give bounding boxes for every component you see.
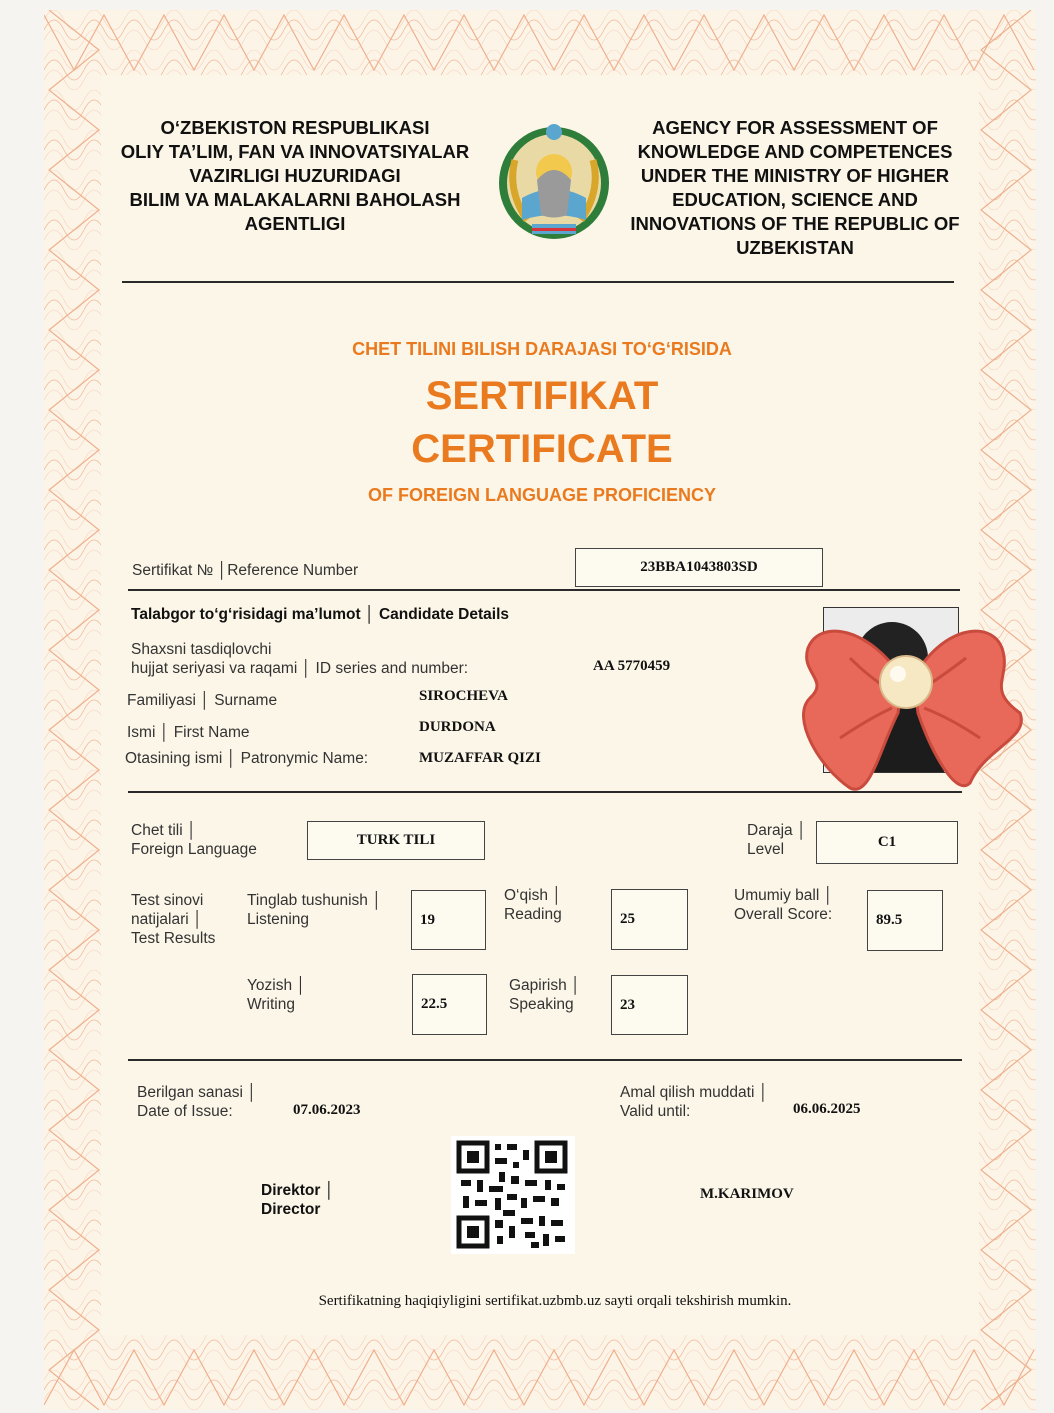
bow-sticker bbox=[790, 618, 1030, 800]
title-uz: SERTIFIKAT bbox=[425, 374, 659, 418]
issue-date-value: 07.06.2023 bbox=[293, 1102, 361, 1118]
header-left-line: OLIY TA’LIM, FAN VA INNOVATSIYALAR bbox=[120, 141, 470, 162]
valid-until-label: Amal qilish muddati │ Valid until: bbox=[620, 1084, 769, 1120]
divider bbox=[122, 281, 954, 283]
director-name: M.KARIMOV bbox=[700, 1186, 794, 1202]
header-left-line: O‘ZBEKISTON RESPUBLIKASI bbox=[160, 117, 430, 138]
header-right-line: EDUCATION, SCIENCE AND bbox=[672, 189, 918, 210]
overall-score: 89.5 bbox=[867, 890, 943, 951]
reference-number: 23BBA1043803SD bbox=[575, 548, 823, 587]
divider bbox=[128, 1059, 962, 1061]
header-right-line: UZBEKISTAN bbox=[736, 237, 854, 258]
header-left-line: AGENTLIGI bbox=[244, 213, 346, 234]
candidate-heading: Talabgor to‘g‘risidagi ma’lumot │ Candidate Details bbox=[131, 606, 510, 623]
header-left-line: BILIM VA MALAKALARNI BAHOLASH bbox=[129, 189, 461, 210]
header-right-line: INNOVATIONS OF THE REPUBLIC OF bbox=[630, 213, 960, 234]
listening-score: 19 bbox=[411, 890, 486, 950]
level-label: Daraja │ Level bbox=[747, 822, 807, 858]
id-label: Shaxsni tasdiqlovchi hujjat seriyasi va raqami │ ID series and number: bbox=[131, 641, 469, 677]
surname-label: Familiyasi │ Surname bbox=[127, 692, 278, 709]
issue-date-label: Berilgan sanasi │ Date of Issue: bbox=[137, 1084, 257, 1120]
language-label: Chet tili │ Foreign Language bbox=[131, 822, 257, 858]
first-name-label: Ismi │ First Name bbox=[127, 724, 250, 741]
patronymic-value: MUZAFFAR QIZI bbox=[419, 750, 541, 766]
level-value: C1 bbox=[816, 821, 958, 864]
divider bbox=[128, 589, 960, 591]
valid-until-value: 06.06.2025 bbox=[793, 1101, 861, 1117]
header-right-line: UNDER THE MINISTRY OF HIGHER bbox=[640, 165, 950, 186]
writing-score: 22.5 bbox=[412, 974, 487, 1035]
state-emblem bbox=[497, 120, 611, 242]
results-label: Test sinovi natijalari │ Test Results bbox=[131, 892, 216, 947]
director-label: Direktor │ Director bbox=[261, 1182, 335, 1218]
speaking-label: Gapirish │ Speaking bbox=[509, 977, 581, 1013]
verification-note: Sertifikatning haqiqiyligini sertifikat.uzbmb.uz sayti orqali tekshirish mumkin. bbox=[318, 1293, 792, 1309]
language-value: TURK TILI bbox=[307, 821, 485, 860]
header-left-line: VAZIRLIGI HUZURIDAGI bbox=[189, 165, 401, 186]
patronymic-label: Otasining ismi │ Patronymic Name: bbox=[125, 750, 369, 767]
title-subtitle-bottom: OF FOREIGN LANGUAGE PROFICIENCY bbox=[367, 485, 716, 505]
surname-value: SIROCHEVA bbox=[419, 688, 508, 704]
header-right-line: AGENCY FOR ASSESSMENT OF bbox=[652, 117, 938, 138]
qr-code[interactable] bbox=[451, 1136, 575, 1254]
writing-label: Yozish │ Writing bbox=[247, 977, 307, 1013]
id-value: AA 5770459 bbox=[593, 658, 671, 674]
listening-label: Tinglab tushunish │ Listening bbox=[247, 892, 382, 928]
reference-label: Sertifikat № │Reference Number bbox=[132, 562, 359, 579]
title-subtitle-top: CHET TILINI BILISH DARAJASI TO‘G‘RISIDA bbox=[352, 339, 732, 359]
speaking-score: 23 bbox=[611, 975, 688, 1035]
title-en: CERTIFICATE bbox=[411, 427, 673, 471]
reading-score: 25 bbox=[611, 889, 688, 950]
header-right-line: KNOWLEDGE AND COMPETENCES bbox=[637, 141, 953, 162]
divider bbox=[128, 791, 962, 793]
header-left bbox=[108, 116, 482, 236]
first-name-value: DURDONA bbox=[419, 719, 496, 735]
header-right bbox=[620, 116, 970, 260]
overall-label: Umumiy ball │ Overall Score: bbox=[734, 887, 834, 923]
reading-label: O‘qish │ Reading bbox=[504, 887, 562, 923]
